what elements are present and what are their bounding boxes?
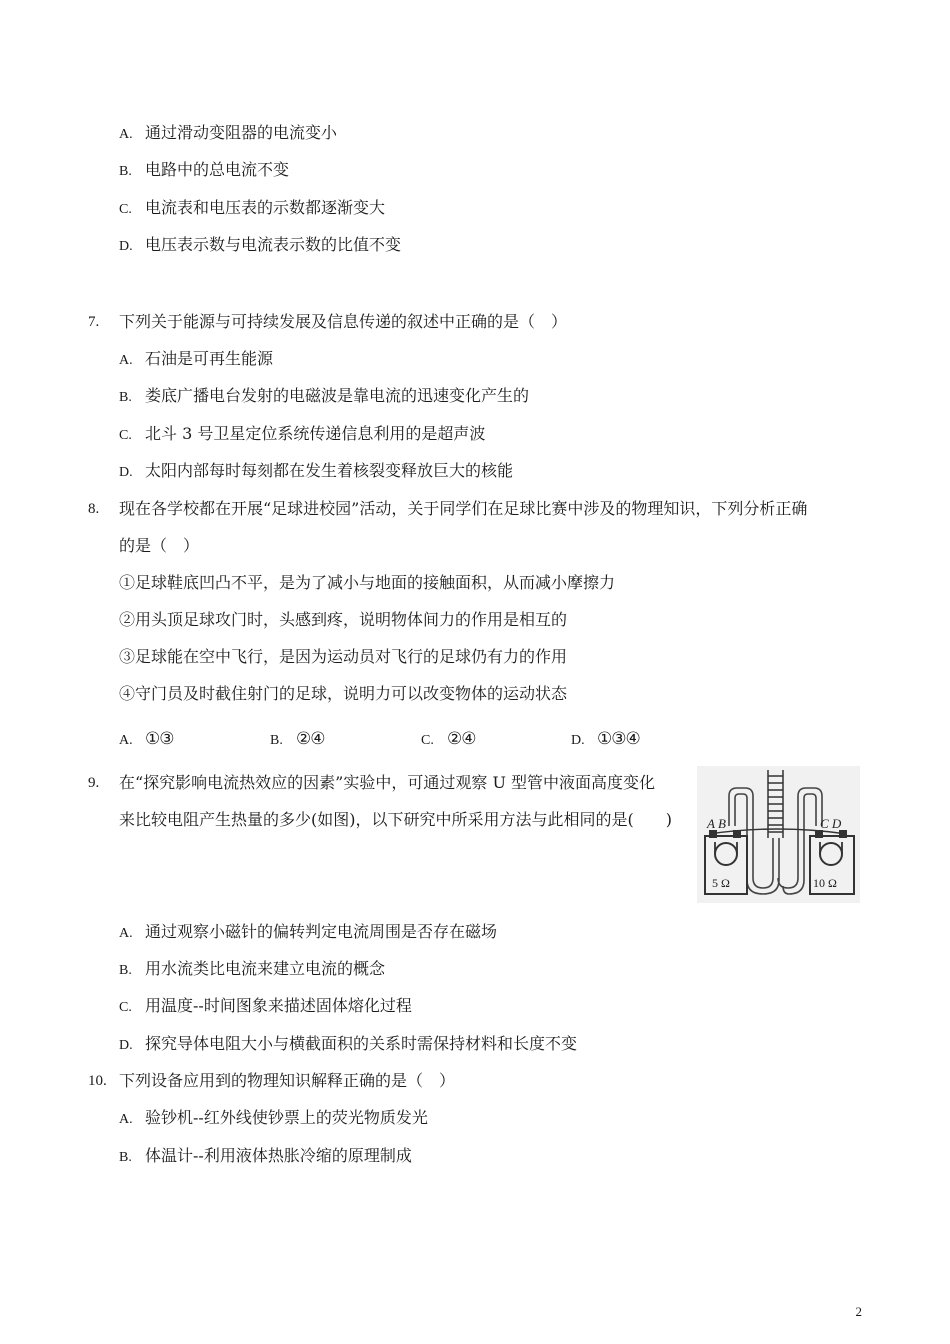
u-tube-figure: [697, 766, 860, 903]
q9-stem-line2: 来比较电阻产生热量的多少(如图)，以下研究中所采用方法与此相同的是( ): [119, 810, 672, 829]
option-text: ②④: [447, 729, 476, 749]
q9-option-b: [119, 959, 385, 981]
option-letter: B.: [119, 963, 132, 978]
option-text: 太阳内部每时每刻都在发生着核裂变释放巨大的核能: [145, 461, 514, 480]
option-text: 电压表示数与电流表示数的比值不变: [145, 235, 402, 254]
option-letter: A.: [119, 127, 133, 142]
label-ab: A B: [707, 816, 726, 831]
q8-option-a: [119, 729, 173, 751]
option-letter: A.: [119, 353, 133, 368]
option-letter: D.: [119, 1038, 133, 1053]
q8-statement-4: ④守门员及时截住射门的足球，说明力可以改变物体的运动状态: [119, 684, 568, 703]
q8-option-b: [270, 729, 324, 751]
q7-option-b: [119, 386, 529, 408]
label-cd: C D: [820, 816, 842, 831]
option-letter: A.: [119, 733, 133, 748]
q8-number: 8.: [88, 501, 100, 517]
option-text: 通过滑动变阻器的电流变小: [145, 123, 338, 142]
q6-option-c: [119, 198, 385, 220]
label-5-ohm: 5 Ω: [712, 876, 730, 890]
q6-option-b: [119, 160, 289, 182]
label-10-ohm: 10 Ω: [813, 876, 837, 890]
q10-number: 10.: [88, 1073, 107, 1089]
q9-option-c: [119, 996, 412, 1018]
q9-stem-line1: 在“探究影响电流热效应的因素”实验中，可通过观察 U 型管中液面高度变化: [119, 773, 656, 792]
option-text: 体温计--利用液体热胀冷缩的原理制成: [145, 1146, 412, 1165]
option-text: 验钞机--红外线使钞票上的荧光物质发光: [145, 1108, 428, 1127]
q10-option-a: [119, 1108, 428, 1130]
option-letter: C.: [119, 428, 132, 443]
option-letter: B.: [119, 164, 132, 179]
q10-option-b: [119, 1146, 412, 1168]
option-text: 用温度--时间图象来描述固体熔化过程: [145, 996, 412, 1015]
q8-option-c: [421, 729, 475, 751]
option-letter: C.: [119, 202, 132, 217]
option-text: 用水流类比电流来建立电流的概念: [145, 959, 386, 978]
q8-statement-2: ②用头顶足球攻门时，头感到疼，说明物体间力的作用是相互的: [119, 610, 568, 629]
option-letter: D.: [571, 733, 585, 748]
option-letter: C.: [119, 1000, 132, 1015]
page-number: 2: [855, 1304, 862, 1319]
q6-option-a: [119, 123, 337, 145]
q10-stem: 下列设备应用到的物理知识解释正确的是（ ）: [119, 1071, 456, 1090]
option-text: ①③④: [597, 729, 640, 749]
q8-statement-3: ③足球能在空中飞行，是因为运动员对飞行的足球仍有力的作用: [119, 647, 568, 666]
option-text: ②④: [296, 729, 325, 749]
option-text: ①③: [145, 729, 174, 749]
q7-option-a: [119, 349, 273, 371]
q7-option-d: [119, 461, 513, 483]
option-text: 娄底广播电台发射的电磁波是靠电流的迅速变化产生的: [145, 386, 530, 405]
option-letter: D.: [119, 239, 133, 254]
option-letter: D.: [119, 465, 133, 480]
q9-number: 9.: [88, 775, 100, 791]
option-text: 探究导体电阻大小与横截面积的关系时需保持材料和长度不变: [145, 1034, 578, 1053]
option-text: 电路中的总电流不变: [145, 160, 290, 179]
q8-stem-line2: 的是（ ）: [119, 536, 200, 555]
option-letter: A.: [119, 926, 133, 941]
option-letter: B.: [270, 733, 283, 748]
q7-option-c: [119, 424, 485, 446]
option-text: 石油是可再生能源: [145, 349, 274, 368]
q8-statement-1: ①足球鞋底凹凸不平，是为了减小与地面的接触面积，从而减小摩擦力: [119, 573, 616, 592]
option-text: 北斗 3 号卫星定位系统传递信息利用的是超声波: [145, 424, 486, 443]
q7-number: 7.: [88, 314, 100, 330]
q7-stem: 下列关于能源与可持续发展及信息传递的叙述中正确的是（ ）: [119, 312, 568, 331]
q9-option-d: [119, 1034, 577, 1056]
q9-option-a: [119, 922, 497, 944]
q8-option-d: [571, 729, 640, 751]
option-letter: C.: [421, 733, 434, 748]
q6-option-d: [119, 235, 401, 257]
option-letter: A.: [119, 1112, 133, 1127]
u-tube-diagram: [697, 766, 860, 903]
option-letter: B.: [119, 1150, 132, 1165]
option-text: 通过观察小磁针的偏转判定电流周围是否存在磁场: [145, 922, 498, 941]
q8-stem-line1: 现在各学校都在开展“足球进校园”活动，关于同学们在足球比赛中涉及的物理知识，下列分析正确: [119, 499, 808, 518]
option-letter: B.: [119, 390, 132, 405]
option-text: 电流表和电压表的示数都逐渐变大: [145, 198, 386, 217]
